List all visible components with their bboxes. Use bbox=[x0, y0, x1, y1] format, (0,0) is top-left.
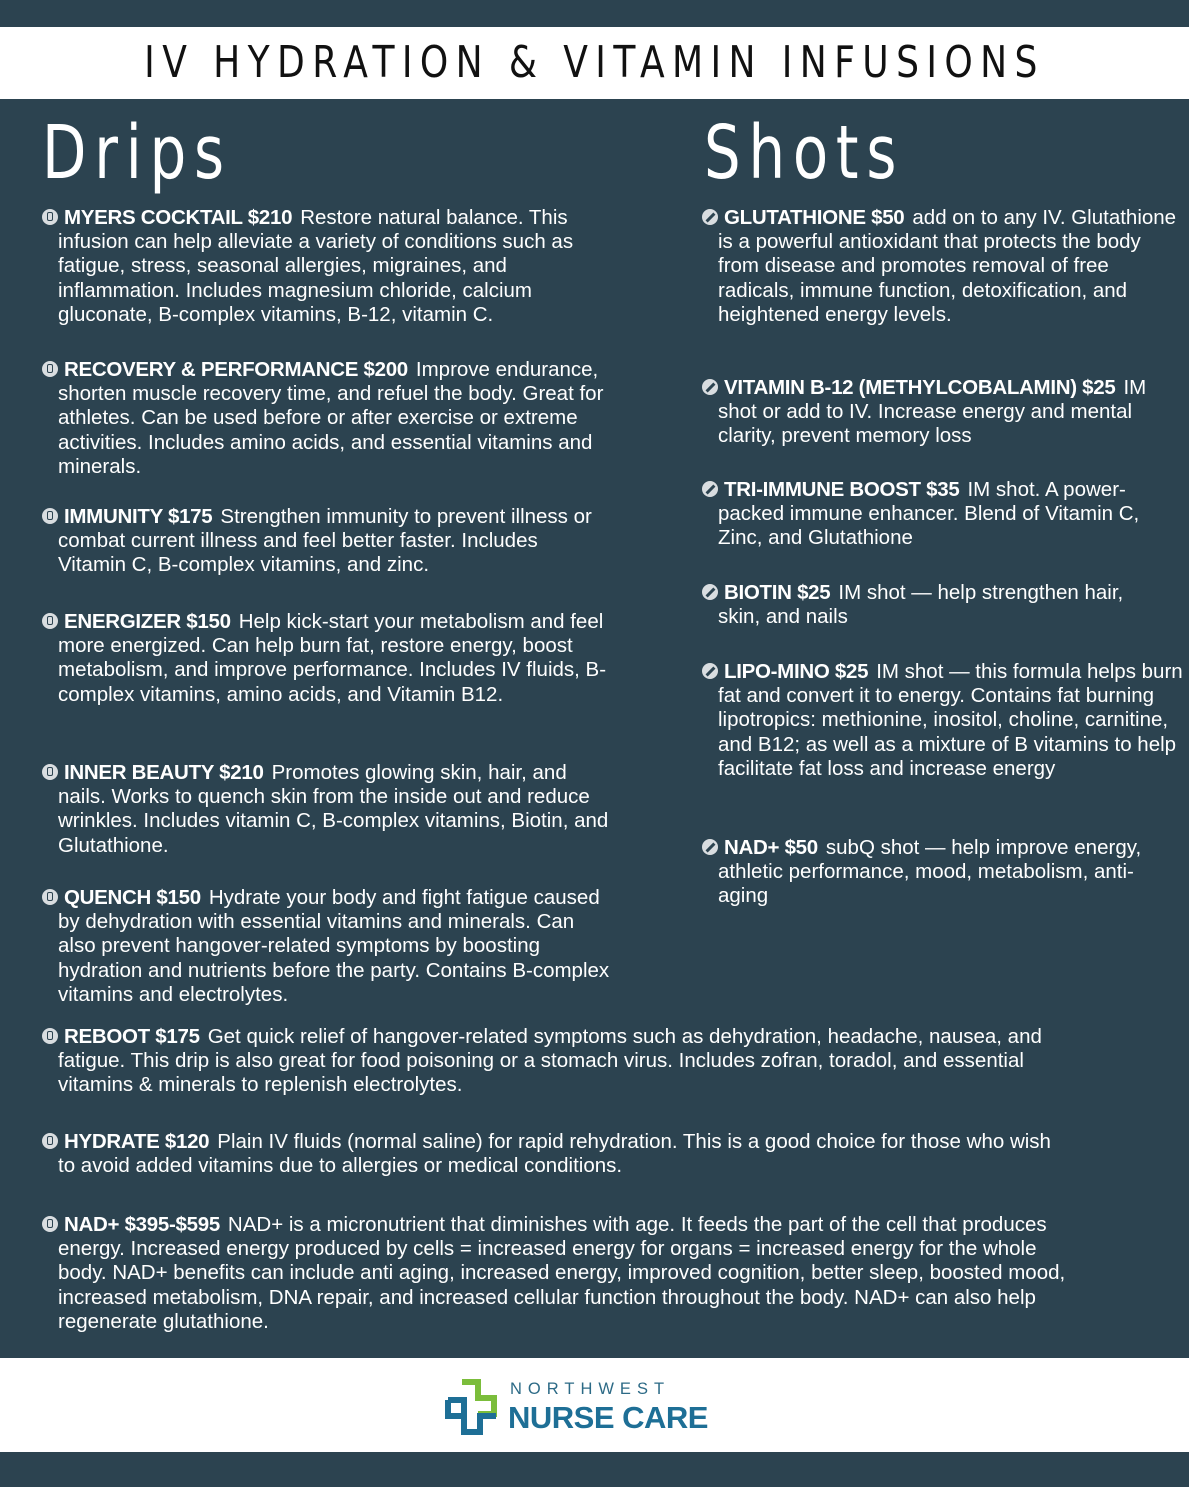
logo-wordmark-bottom: NURSE CARE bbox=[508, 1400, 708, 1435]
iv-bag-icon bbox=[42, 1028, 58, 1044]
drip-item-myers-cocktail bbox=[42, 206, 613, 327]
drip-name: RECOVERY & PERFORMANCE $200 bbox=[64, 358, 408, 381]
shot-item-nad-plus bbox=[702, 836, 1148, 909]
drip-name: IMMUNITY $175 bbox=[64, 505, 213, 528]
iv-bag-icon bbox=[42, 889, 58, 905]
iv-bag-icon bbox=[42, 209, 58, 225]
shot-description: add on to any IV. Glutathione is a powerful antioxidant that protects the body from disease and promotes removal of free radicals, immune function, detoxification, and heightened energy levels. bbox=[718, 206, 1177, 326]
shot-name: TRI-IMMUNE BOOST $35 bbox=[724, 478, 960, 501]
shot-item-tri-immune-boost bbox=[702, 478, 1158, 551]
drip-description: Plain IV fluids (normal saline) for rapid rehydration. This is a good choice for those who wish to avoid added vitamins due to allergies or medical conditions. bbox=[58, 1130, 1051, 1178]
shot-item-glutathione bbox=[702, 206, 1183, 327]
shot-name: NAD+ $50 bbox=[724, 836, 818, 859]
drip-name: INNER BEAUTY $210 bbox=[64, 761, 264, 784]
shot-description: IM shot or add to IV. Increase energy and mental clarity, prevent memory loss bbox=[718, 376, 1147, 448]
drip-item-inner-beauty bbox=[42, 761, 618, 858]
shot-name: VITAMIN B-12 (METHYLCOBALAMIN) $25 bbox=[724, 376, 1116, 399]
iv-bag-icon bbox=[42, 1133, 58, 1149]
page-title: IV HYDRATION & VITAMIN INFUSIONS bbox=[144, 37, 1045, 88]
iv-bag-icon bbox=[42, 1216, 58, 1232]
drip-description: Promotes glowing skin, hair, and nails. Works to quench skin from the inside out and reduce wrinkles. Includes vitamin C, B-complex vitamins, Biotin, and Glutathione. bbox=[58, 761, 609, 857]
syringe-icon bbox=[702, 481, 718, 497]
syringe-icon bbox=[702, 209, 718, 225]
drip-description: Help kick-start your metabolism and feel more energized. Can help burn fat, restore energy, boost metabolism, and improve performance. Includes IV fluids, B-complex vitamins, amino acids, and Vitamin B12. bbox=[58, 610, 607, 706]
drip-item-recovery-performance bbox=[42, 358, 616, 479]
shot-name: GLUTATHIONE $50 bbox=[724, 206, 905, 229]
medical-cross-icon bbox=[442, 1378, 500, 1436]
drip-item-hydrate bbox=[42, 1130, 1068, 1178]
iv-bag-icon bbox=[42, 508, 58, 524]
drip-item-reboot bbox=[42, 1025, 1043, 1098]
drip-item-immunity bbox=[42, 505, 598, 578]
shots-heading: Shots bbox=[704, 110, 905, 196]
shot-description: IM shot. A power-packed immune enhancer. Blend of Vitamin C, Zinc, and Glutathione bbox=[718, 478, 1140, 550]
shot-item-vitamin-b12 bbox=[702, 376, 1168, 449]
shot-name: LIPO-MINO $25 bbox=[724, 660, 869, 683]
shot-item-lipo-mino bbox=[702, 660, 1183, 781]
drip-name: ENERGIZER $150 bbox=[64, 610, 231, 633]
drip-name: REBOOT $175 bbox=[64, 1025, 200, 1048]
drip-description: Restore natural balance. This infusion can help alleviate a variety of conditions such as fatigue, stress, seasonal allergies, migraines, and inflammation. Includes magnesium chloride, calcium gluconate, B-complex vitamins, B-12, vitamin C. bbox=[58, 206, 574, 326]
drip-description: Get quick relief of hangover-related symptoms such as dehydration, headache, nausea, and fatigue. This drip is also great for food poisoning or a stomach virus. Includes zofran, toradol, and essential vitamins & minerals to replenish electrolytes. bbox=[58, 1025, 1042, 1097]
drip-description: NAD+ is a micronutrient that diminishes with age. It feeds the part of the cell that produces energy. Increased energy produced by cells = increased energy for organs = increased energy for the whole body. NAD+ benefits can include anti aging, increased energy, improved cognition, better sleep, boosted mood, increased metabolism, DNA repair, and increased cellular function throughout the body. NAD+ can also help regenerate glutathione. bbox=[58, 1213, 1066, 1333]
drip-name: NAD+ $395-$595 bbox=[64, 1213, 220, 1236]
iv-bag-icon bbox=[42, 361, 58, 377]
company-logo bbox=[442, 1374, 752, 1438]
syringe-icon bbox=[702, 584, 718, 600]
title-bar bbox=[0, 27, 1189, 99]
drip-description: Strengthen immunity to prevent illness or combat current illness and feel better faster. Includes Vitamin C, B-complex vitamins, and zinc. bbox=[58, 505, 592, 577]
syringe-icon bbox=[702, 839, 718, 855]
drip-name: HYDRATE $120 bbox=[64, 1130, 210, 1153]
drip-item-nad-plus bbox=[42, 1213, 1083, 1334]
logo-wordmark-top: NORTHWEST bbox=[510, 1380, 671, 1398]
syringe-icon bbox=[702, 663, 718, 679]
syringe-icon bbox=[702, 379, 718, 395]
drips-heading: Drips bbox=[42, 110, 232, 196]
drip-item-energizer bbox=[42, 610, 610, 707]
drip-name: MYERS COCKTAIL $210 bbox=[64, 206, 293, 229]
drip-description: Hydrate your body and fight fatigue caused by dehydration with essential vitamins and minerals. Can also prevent hangover-related symptoms by boosting hydration and nutrients before the party. Contains B-complex vitamins and electrolytes. bbox=[58, 886, 610, 1006]
footer bbox=[0, 1358, 1189, 1452]
iv-bag-icon bbox=[42, 764, 58, 780]
iv-bag-icon bbox=[42, 613, 58, 629]
drip-item-quench bbox=[42, 886, 613, 1007]
drip-description: Improve endurance, shorten muscle recovery time, and refuel the body. Great for athletes. Can be used before or after exercise or extreme activities. Includes amino acids, and essential vitamins and minerals. bbox=[58, 358, 604, 478]
drip-name: QUENCH $150 bbox=[64, 886, 201, 909]
shot-name: BIOTIN $25 bbox=[724, 581, 831, 604]
shot-description: IM shot — help strengthen hair, skin, and nails bbox=[718, 581, 1124, 629]
shot-description: subQ shot — help improve energy, athletic performance, mood, metabolism, anti-aging bbox=[718, 836, 1142, 908]
shot-description: IM shot — this formula helps burn fat and convert it to energy. Contains fat burning lipotropics: methionine, inositol, choline, carnitine, and B12; as well as a mixture of B vitamins to help facilitate fat loss and increase energy bbox=[718, 660, 1183, 780]
shot-item-biotin bbox=[702, 581, 1158, 629]
